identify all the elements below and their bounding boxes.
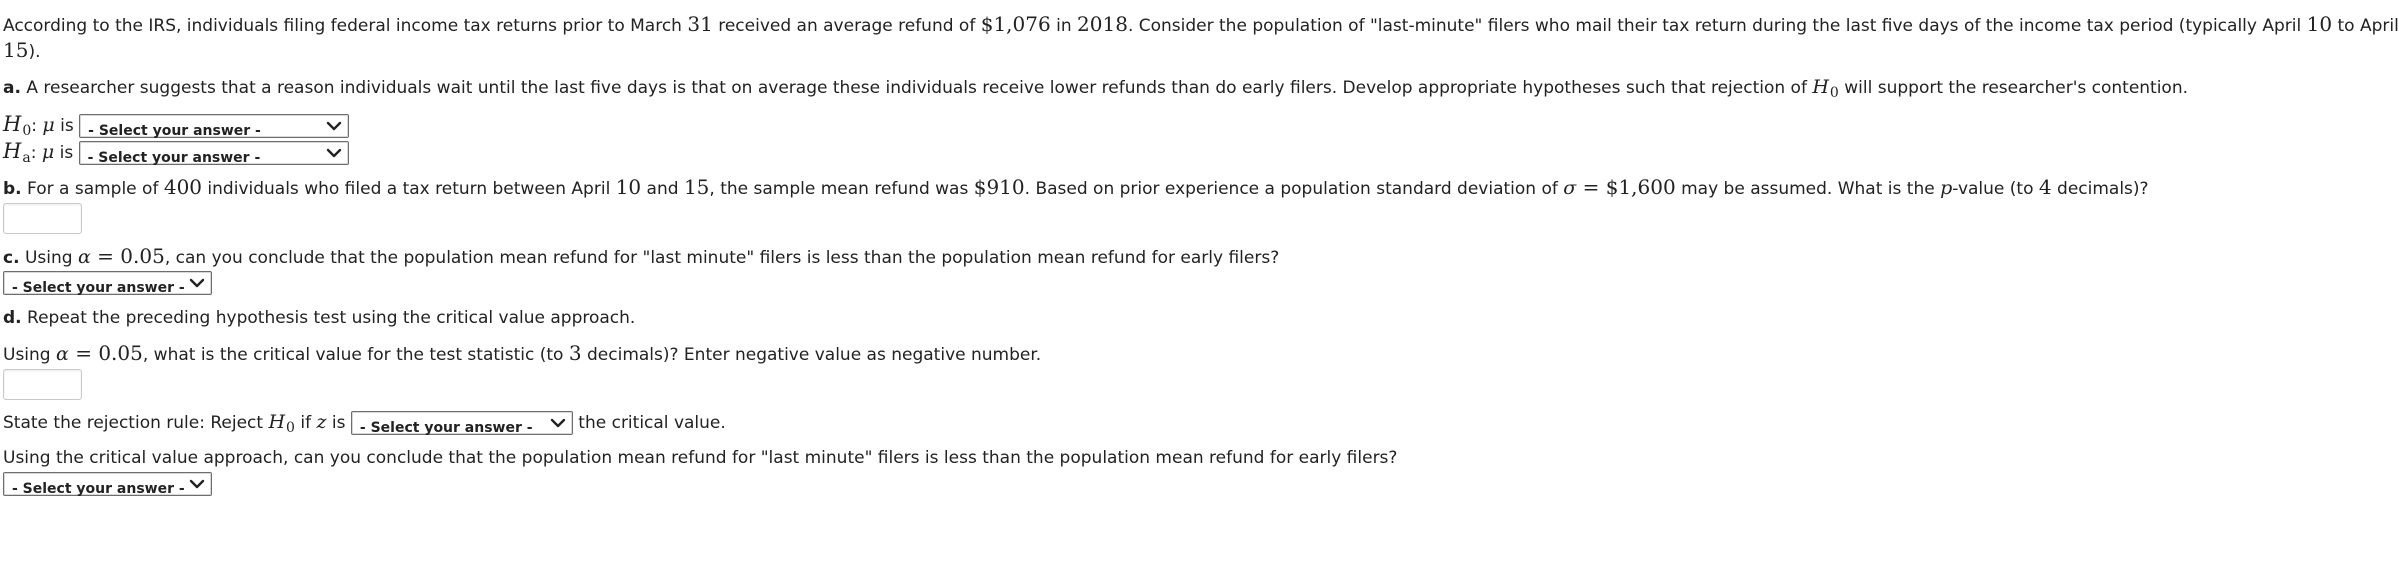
rejection-rule-row: [3, 409, 726, 441]
critical-value-question: [3, 340, 1041, 368]
alpha-value: 0.05: [98, 341, 143, 365]
intro-paragraph: [3, 11, 2399, 39]
part-b-number: $1,600: [1605, 175, 1676, 199]
critical-value-conclusion-question: [3, 445, 1397, 471]
alpha-symbol: α: [77, 246, 91, 268]
intro-text: . Consider the population of "last-minute" filers who mail their tax return during the last five days of the income tax period (typically April: [1127, 16, 2307, 36]
intro-text: in: [1050, 16, 1078, 36]
alpha-symbol: α: [56, 343, 69, 365]
ha-row: [3, 138, 349, 171]
part-b-text: and: [641, 179, 684, 199]
ha-symbol: H: [3, 139, 22, 163]
sigma-symbol: σ: [1563, 177, 1577, 199]
part-a-text: A researcher suggests that a reason individuals wait until the last five days is that on average these individuals receive lower refunds than do early filers. Develop appropriate hypotheses such that rejection of: [20, 78, 1813, 98]
chevron-down-icon: [189, 476, 205, 492]
h0-subscript: 0: [1829, 85, 1839, 101]
decimals-number: 3: [568, 341, 582, 365]
p-value-input[interactable]: [3, 203, 82, 234]
part-b-text: may be assumed. What is the: [1675, 179, 1941, 199]
part-c-select-value: - Select your answer -: [12, 280, 185, 296]
part-b-text: decimals)?: [2051, 179, 2149, 199]
mu-symbol: μ: [42, 114, 55, 136]
critical-value-input[interactable]: [3, 369, 82, 400]
critical-value-text: decimals)? Enter negative value as negative number.: [581, 345, 1042, 365]
rejection-rule-text: is: [326, 413, 351, 433]
ha-subscript: a: [22, 150, 31, 166]
ha-select-value: - Select your answer -: [87, 150, 261, 166]
equals-sign: =: [1576, 175, 1606, 199]
part-a-label: a.: [3, 78, 21, 98]
part-b-text: . Based on prior experience a population standard deviation of: [1024, 179, 1564, 199]
intro-number: 31: [687, 12, 713, 36]
intro-text: According to the IRS, individuals filing federal income tax returns prior to March: [3, 16, 688, 36]
intro-text: ).: [28, 42, 41, 62]
part-c-label: c.: [3, 248, 20, 268]
part-c-answer-row: [3, 270, 212, 296]
rejection-rule-select[interactable]: [351, 411, 573, 435]
h0-select[interactable]: [79, 114, 349, 138]
part-c-question: [3, 243, 1279, 271]
part-b-number: 10: [615, 175, 642, 199]
part-d-question: [3, 305, 635, 331]
h0-symbol: H: [1812, 76, 1829, 98]
part-d-select-value: - Select your answer -: [12, 481, 185, 497]
intro-number: 2018: [1077, 12, 1128, 36]
part-c-text: Using: [19, 248, 78, 268]
critical-value-text: Using: [3, 345, 56, 365]
ha-select[interactable]: [79, 141, 349, 165]
part-b-question: [3, 174, 2149, 202]
h0-select-value: - Select your answer -: [88, 123, 261, 139]
ha-colon: :: [30, 143, 37, 163]
conclusion-text: Using the critical value approach, can you conclude that the population mean refund for "last minute" filers is less than the population mean refund for early filers?: [3, 448, 1398, 468]
rejection-rule-text: State the rejection rule: Reject: [3, 413, 269, 433]
part-a-question: [3, 74, 2188, 106]
intro-text: received an average refund of: [712, 16, 981, 36]
z-symbol: z: [316, 411, 327, 433]
intro-number: $1,076: [980, 12, 1051, 36]
chevron-down-icon: [189, 275, 205, 291]
part-d-text: Repeat the preceding hypothesis test using the critical value approach.: [21, 308, 636, 328]
h0-subscript: 0: [286, 420, 295, 436]
alpha-value: 0.05: [120, 244, 165, 268]
rejection-rule-text: the critical value.: [578, 413, 726, 433]
chevron-down-icon: [326, 145, 342, 161]
equals-sign: =: [68, 341, 99, 365]
part-c-select[interactable]: [3, 271, 212, 295]
intro-number: 10: [2306, 12, 2333, 36]
h0-symbol: H: [268, 411, 286, 433]
is-text: is: [59, 143, 74, 163]
part-d-label: d.: [3, 308, 22, 328]
part-b-number: 15: [683, 175, 710, 199]
h0-subscript: 0: [22, 123, 32, 139]
part-b-number: 400: [163, 175, 203, 199]
intro-text: to April: [2332, 16, 2399, 36]
part-b-number: 4: [2038, 175, 2052, 199]
part-b-label: b.: [3, 179, 22, 199]
chevron-down-icon: [550, 415, 566, 431]
part-b-text: individuals who filed a tax return between April: [202, 179, 616, 199]
mu-symbol: μ: [41, 141, 55, 163]
part-c-text: , can you conclude that the population mean refund for "last minute" filers is less than the population mean refund for early filers?: [164, 248, 1280, 268]
h0-symbol: H: [3, 112, 22, 136]
part-d-select[interactable]: [3, 472, 212, 496]
equals-sign: =: [90, 244, 121, 268]
part-b-text: , the sample mean refund was: [709, 179, 974, 199]
part-a-text: will support the researcher's contention.: [1838, 78, 2189, 98]
part-b-number: $910: [973, 175, 1025, 199]
h0-colon: :: [31, 116, 37, 136]
part-b-text: For a sample of: [21, 179, 164, 199]
chevron-down-icon: [326, 118, 342, 134]
is-text: is: [60, 116, 74, 136]
rejection-rule-select-value: - Select your answer -: [359, 420, 533, 436]
intro-paragraph-continued: [3, 37, 41, 65]
p-symbol: p: [1940, 177, 1953, 199]
part-d-answer-row: [3, 471, 212, 497]
intro-number: 15: [3, 38, 29, 62]
critical-value-text: , what is the critical value for the test statistic (to: [142, 345, 569, 365]
rejection-rule-text: if: [294, 413, 317, 433]
part-b-text: -value (to: [1952, 179, 2039, 199]
